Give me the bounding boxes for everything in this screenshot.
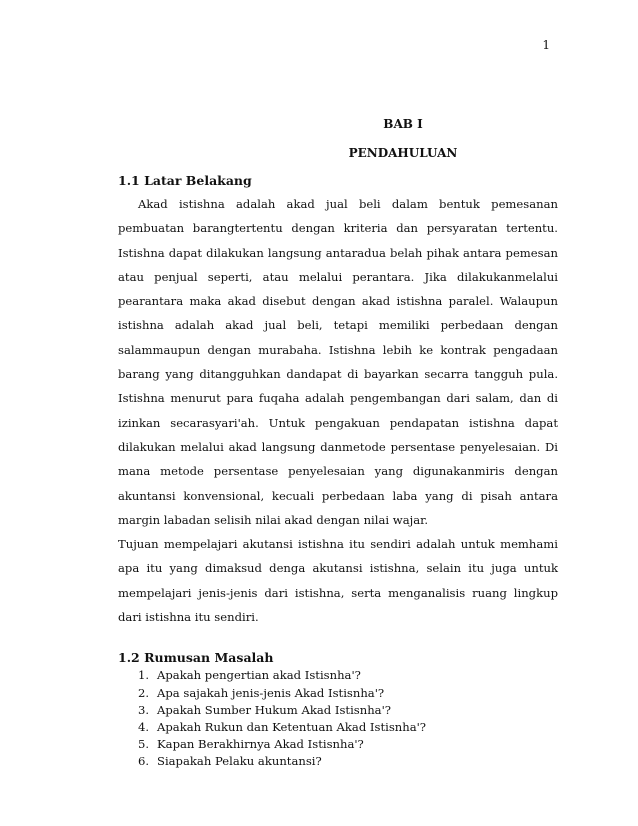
list-item (138, 719, 558, 736)
list-item (138, 685, 558, 702)
problem-list (118, 667, 558, 770)
list-item-number: 3. (138, 702, 150, 717)
list-item (138, 753, 558, 770)
background-paragraph-1: Akad istishna adalah akad jual beli dalam bentuk pemesanan pembuatan barangtertentu dengan kriteria dan persyaratan tertentu. Istishna dapat dilakukan langsung antaradua belah pihak antara pemesan atau penjual seperti, atau melalui perantara. Jika dilakukanmelalui pearantara maka akad disebut dengan akad istishna paralel. Walaupun istishna adalah akad jual beli, tetapi memiliki perbedaan dengan salammaupun dengan murabaha. Istishna lebih ke kontrak pengadaan barang yang ditangguhkan dandapat di bayarkan secarra tangguh pula. Istishna menurut para fuqaha adalah pengembangan dari salam, dan di izinkan secarasyari'ah. Untuk pengakuan pendapatan istishna dapat dilakukan melalui akad langsung danmetode persentase penyelesaian. Di mana metode persentase penyelesaian yang digunakanmiris dengan akuntansi konvensional, kecuali perbedaan laba yang di pisah antara margin labadan selisih nilai akad dengan nilai wajar. (118, 197, 558, 527)
list-item-number: 5. (138, 737, 150, 752)
list-item-text: Kapan Berakhirnya Akad Istisnha'? (157, 737, 364, 752)
list-item-text: Siapakah Pelaku akuntansi? (157, 754, 322, 769)
list-item-text: Apakah pengertian akad Istisnha'? (157, 668, 361, 683)
list-item-number: 1. (138, 668, 150, 683)
list-item-text: Apakah Rukun dan Ketentuan Akad Istisnha'? (157, 719, 427, 734)
list-item (138, 667, 558, 684)
list-item-number: 6. (138, 754, 150, 769)
list-item (138, 736, 558, 753)
list-item-number: 2. (138, 685, 150, 700)
list-item (138, 702, 558, 719)
page-content (118, 115, 558, 771)
chapter-label: BAB I (383, 117, 423, 131)
page-number: 1 (542, 38, 550, 52)
background-paragraph-2: Tujuan mempelajari akutansi istishna itu sendiri adalah untuk memhami apa itu yang dimaksud denga akutansi istishna, selain itu juga untuk mempelajari jenis-jenis dari istishna, serta menganalisis ruang lingkup dari istishna itu sendiri. (118, 537, 558, 625)
chapter-title: PENDAHULUAN (348, 146, 458, 160)
list-item-text: Apa sajakah jenis-jenis Akad Istisnha'? (157, 685, 385, 700)
section-heading-problem: 1.2 Rumusan Masalah (118, 650, 274, 666)
section-heading-background: 1.1 Latar Belakang (118, 173, 252, 188)
list-item-number: 4. (138, 719, 150, 734)
list-item-text: Apakah Sumber Hukum Akad Istisnha'? (157, 702, 391, 717)
